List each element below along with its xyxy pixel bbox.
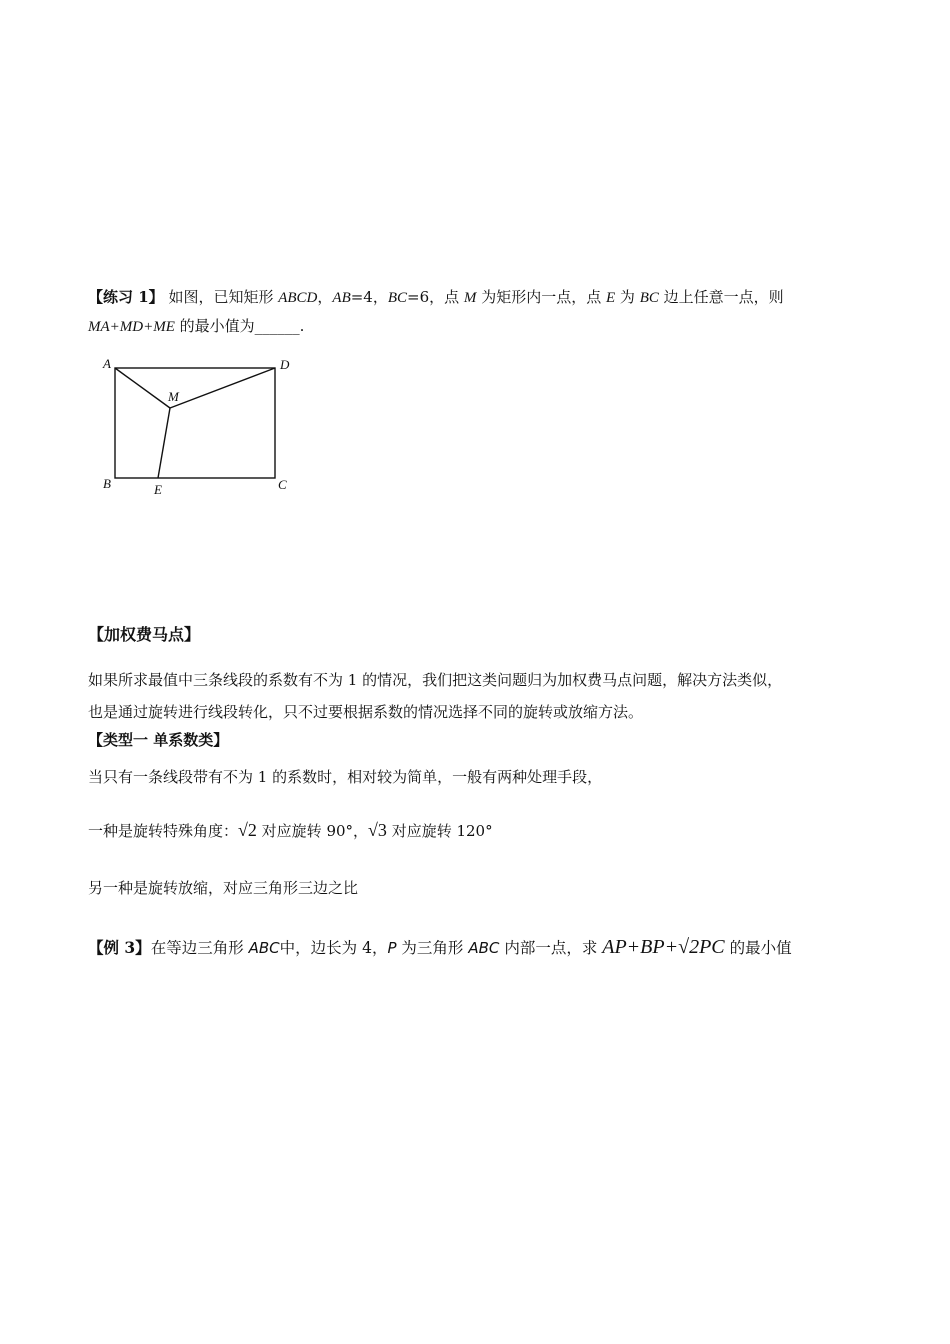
practice-line-1: 【练习 1】 如图，已知矩形 ABCD，AB=4，BC=6，点 M 为矩形内一点，点 E 为 BC 边上任意一点，则 [88,288,784,306]
practice-tag: 【练习 1】 [88,288,164,306]
example-3-line: 【例 3】在等边三角形 ABC中，边长为 4，P 为三角形 ABC 内部一点，求 AP+BP+√2PC 的最小值 [88,936,792,958]
segment-md [170,368,275,408]
type-heading: 【类型一 单系数类】 [88,731,229,749]
label-d: D [280,357,290,372]
label-m: M [168,389,179,404]
rectangle-figure [98,352,308,506]
sqrt3-expression: √3 [368,820,387,840]
paragraph-5: 另一种是旋转放缩，对应三角形三边之比 [88,879,359,897]
paragraph-4: 一种是旋转特殊角度：√2 对应旋转 90°，√3 对应旋转 120° [88,820,493,840]
example-tag: 【例 3】 [88,938,151,957]
paragraph-1: 如果所求最值中三条线段的系数有不为 1 的情况，我们把这类问题归为加权费马点问题，解决方法类似， [88,671,783,689]
rectangle-diagram [98,352,308,502]
label-c: C [278,477,287,492]
section-heading: 【加权费马点】 [88,625,201,644]
paragraph-2: 也是通过旋转进行线段转化，只不过要根据系数的情况选择不同的旋转或放缩方法。 [88,703,644,721]
rectangle-abcd [115,368,275,478]
label-e: E [154,482,162,497]
practice-line-2: MA+MD+ME 的最小值为______. [88,317,305,335]
label-a: A [103,356,111,371]
label-b: B [103,476,111,491]
sqrt2-expression: √2 [238,820,257,840]
segment-ma [115,368,170,408]
segment-me [158,408,170,478]
paragraph-3: 当只有一条线段带有不为 1 的系数时，相对较为简单，一般有两种处理手段， [88,768,603,786]
example-expression: AP+BP+√2PC [602,936,725,958]
expression: MA+MD+ME [88,319,175,335]
